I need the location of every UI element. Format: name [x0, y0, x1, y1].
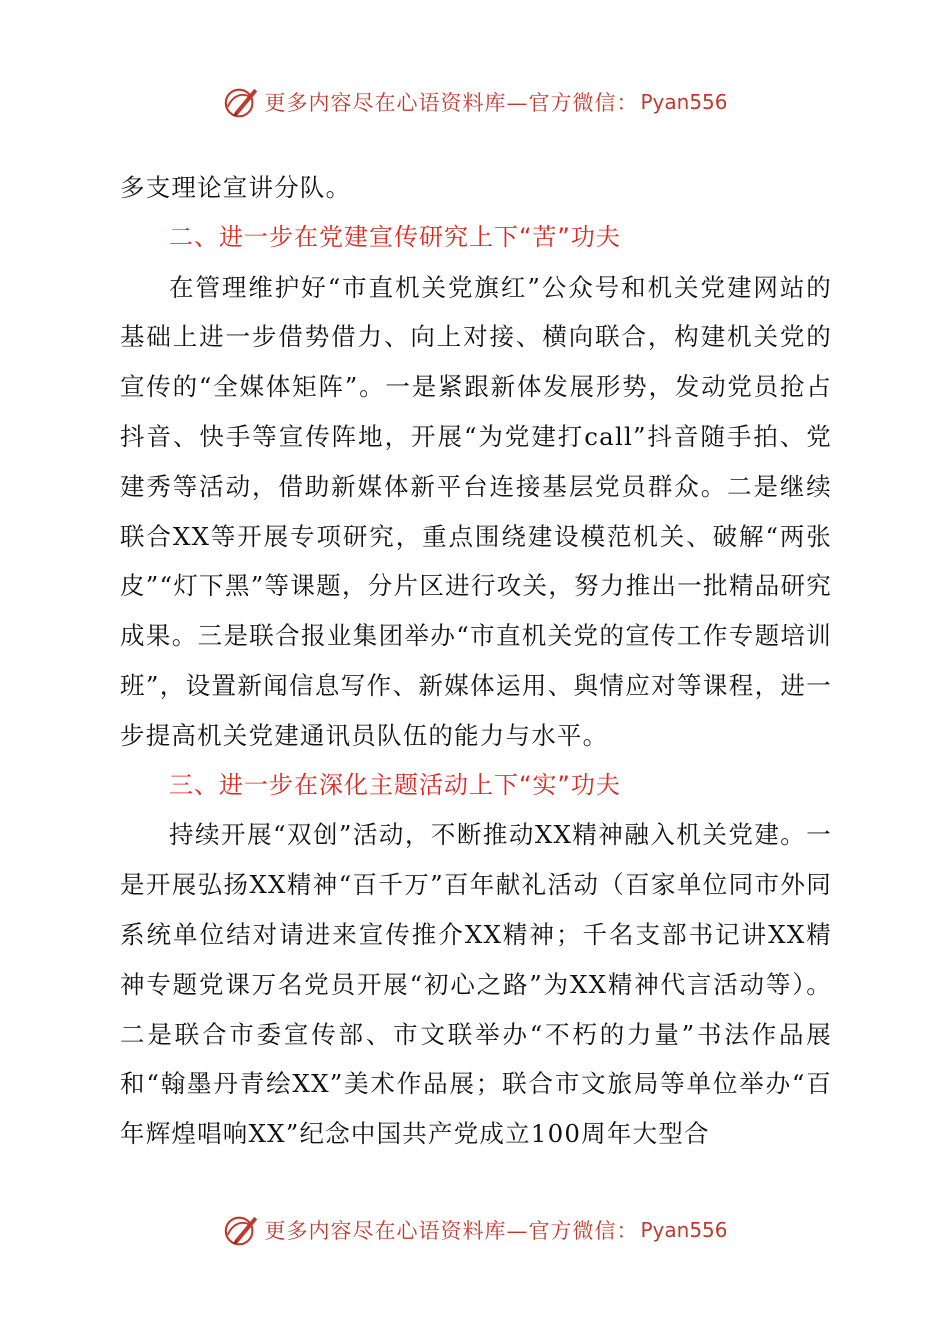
pen-logo-icon [222, 83, 260, 121]
paragraph-section-2: 在管理维护好“市直机关党旗红”公众号和机关党建网站的基础上进一步借势借力、向上对接、横向联合，构建机关党的宣传的“全媒体矩阵”。一是紧跟新体发展形势，发动党员抢占抖音、快手等宣传阵地，开展“为党建打call”抖音随手拍、党建秀等活动，借助新媒体新平台连接基层党员群众。二是继续联合XX等开展专项研究，重点围绕建设模范机关、破解“两张皮”“灯下黑”等课题，分片区进行攻关，努力推出一批精品研究成果。三是联合报业集团举办“市直机关党的宣传工作专题培训班”，设置新闻信息写作、新媒体运用、與情应对等课程，进一步提高机关党建通讯员队伍的能力与水平。 [120, 272, 832, 750]
pen-logo-icon [222, 1211, 260, 1249]
section-heading-3: 三、进一步在深化主题活动上下“实”功夫 [169, 770, 621, 799]
footer-site-text: 更多内容尽在心语资料库—官方微信： [264, 1219, 639, 1243]
header-banner [0, 80, 950, 124]
paragraph-section-3: 持续开展“双创”活动，不断推动XX精神融入机关党建。一是开展弘扬XX精神“百千万”百年献礼活动（百家单位同市外同系统单位结对请进来宣传推介XX精神；千名支部书记讲XX精神专题党课万名党员开展“初心之路”为XX精神代言活动等）。二是联合市委宣传部、市文联举办“不朽的力量”书法作品展和“翰墨丹青绘XX”美术作品展；联合市文旅局等单位举办“百年辉煌唱响XX”纪念中国共产党成立100周年大型合 [120, 820, 832, 1149]
section-heading-2: 二、进一步在党建宣传研究上下“苦”功夫 [169, 222, 621, 251]
footer-banner [0, 1208, 950, 1252]
header-site-text: 更多内容尽在心语资料库—官方微信： [264, 91, 639, 115]
footer-wechat-id: Pyan556 [640, 1218, 728, 1242]
paragraph-continuation: 多支理论宣讲分队。 [120, 173, 352, 202]
document-body [120, 163, 832, 1159]
header-wechat-id: Pyan556 [640, 90, 728, 114]
